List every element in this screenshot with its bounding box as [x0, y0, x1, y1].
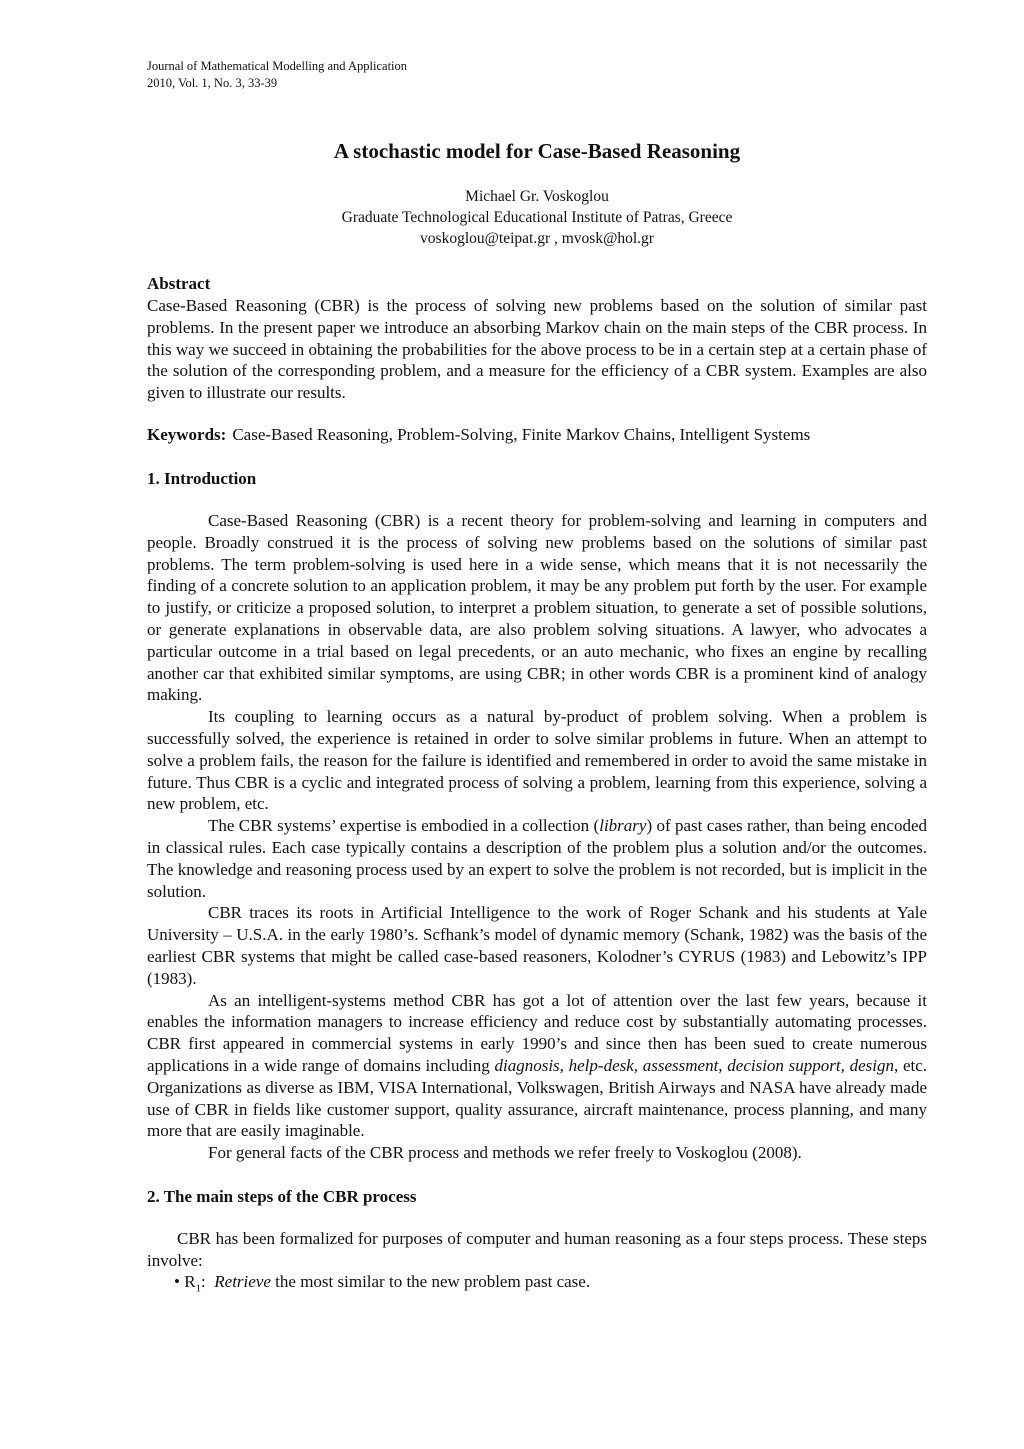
- intro-p5-part-b: , etc. Organizations as diverse as IBM, VISA International, Volkswagen, British Airways and NASA have already made use of CBR in fields like customer support, quality assurance, aircraft maintenance, process planning, and many more that are easily imaginable.: [147, 1055, 928, 1141]
- library-term: library: [599, 816, 647, 836]
- steps-intro-paragraph: CBR has been formalized for purposes of computer and human reasoning as a four steps process. These steps involve:: [147, 1228, 927, 1270]
- keywords-label: Keywords:: [147, 424, 227, 444]
- step-colon: :: [201, 1272, 206, 1292]
- intro-paragraph-3: [147, 815, 927, 902]
- abstract-heading: Abstract: [147, 274, 211, 293]
- paper-page: [147, 58, 927, 1300]
- abstract-text: Case-Based Reasoning (CBR) is the process of solving new problems based on the solution of similar past problems. In the present paper we introduce an absorbing Markov chain on the main steps of the CBR process. In this way we succeed in obtaining the probabilities for the above process to be in a certain step at a certain phase of the solution of the corresponding problem, and a measure for the efficiency of a CBR system. Examples are also given to illustrate our results.: [147, 296, 927, 403]
- author-emails: voskoglou@teipat.gr , mvosk@hol.gr: [420, 230, 654, 247]
- journal-issue: 2010, Vol. 1, No. 3, 33-39: [147, 76, 278, 90]
- intro-paragraph-2: Its coupling to learning occurs as a natural by-product of problem solving. When a problem is successfully solved, the experience is retained in order to solve similar problems in future. When an attempt to solve a problem fails, the reason for the failure is identified and remembered in order to avoid the same mistake in future. Thus CBR is a cyclic and integrated process of solving a problem, learning from this experience, solving a new problem, etc.: [147, 707, 927, 814]
- step-symbol: R: [184, 1272, 196, 1292]
- intro-paragraph-1: Case-Based Reasoning (CBR) is a recent theory for problem-solving and learning in computers and people. Broadly construed it is the process of solving new problems based on the solutions of similar past problems. The term problem-solving is used here in a wide sense, which means that it is not necessarily the finding of a concrete solution to an application problem, it may be any problem put forth by the user. For example to justify, or criticize a proposed solution, to interpret a problem situation, to generate a set of possible solutions, or generate explanations in observable data, are also problem solving situations. A lawyer, who advocates a particular outcome in a trial based on legal precedents, or an auto mechanic, who fixes an engine by recalling another car that exhibited similar symptoms, are using CBR; in other words CBR is a prominent kind of analogy making.: [147, 510, 927, 705]
- intro-p3-part-a: The CBR systems’ expertise is embodied in a collection (: [208, 816, 600, 836]
- intro-p3-part-b: ) of past cases rather, than being encoded in classical rules. Each case typically contains a description of the problem plus a solution and/or the outcomes. The knowledge and reasoning process used by an expert to solve the problem is not recorded, but is implicit in the solution.: [147, 816, 927, 901]
- step-subscript: 1: [195, 1282, 202, 1295]
- list-item: [147, 1271, 927, 1299]
- section-heading-introduction: 1. Introduction: [147, 468, 257, 488]
- section-heading-main-steps: 2. The main steps of the CBR process: [147, 1186, 417, 1206]
- intro-paragraph-6: For general facts of the CBR process and methods we refer freely to Voskoglou (2008).: [208, 1143, 802, 1163]
- intro-paragraph-5: [147, 990, 927, 1143]
- journal-name: Journal of Mathematical Modelling and Application: [147, 59, 408, 73]
- step-description: the most similar to the new problem past case.: [270, 1272, 591, 1292]
- journal-header: [147, 58, 927, 92]
- keywords-line: [147, 424, 927, 446]
- steps-list: [147, 1271, 927, 1299]
- keywords-text: Case-Based Reasoning, Problem-Solving, Finite Markov Chains, Intelligent Systems: [232, 424, 811, 444]
- author-affiliation: Graduate Technological Educational Institute of Patras, Greece: [341, 209, 733, 226]
- author-name: Michael Gr. Voskoglou: [465, 188, 609, 205]
- step-verb: Retrieve: [214, 1272, 271, 1292]
- paper-title: A stochastic model for Case-Based Reasoning: [333, 139, 741, 163]
- intro-p5-part-a: As an intelligent-systems method CBR has got a lot of attention over the last few years, because it enables the information managers to increase efficiency and reduce cost by substantially automating processes. CBR first appeared in commercial systems in early 1990’s and since then has been sued to create numerous applications in a wide range of domains including: [147, 990, 927, 1075]
- author-block: [147, 186, 927, 249]
- intro-paragraph-4: CBR traces its roots in Artificial Intelligence to the work of Roger Schank and his students at Yale University – U.S.A. in the early 1980’s. Scfhank’s model of dynamic memory (Schank, 1982) was the basis of the earliest CBR systems that might be called case-based reasoners, Kolodner’s CYRUS (1983) and Lebowitz’s IPP (1983).: [147, 903, 927, 988]
- bullet-icon: •: [174, 1272, 180, 1292]
- application-domains: diagnosis, help-desk, assessment, decision support, design: [494, 1055, 894, 1075]
